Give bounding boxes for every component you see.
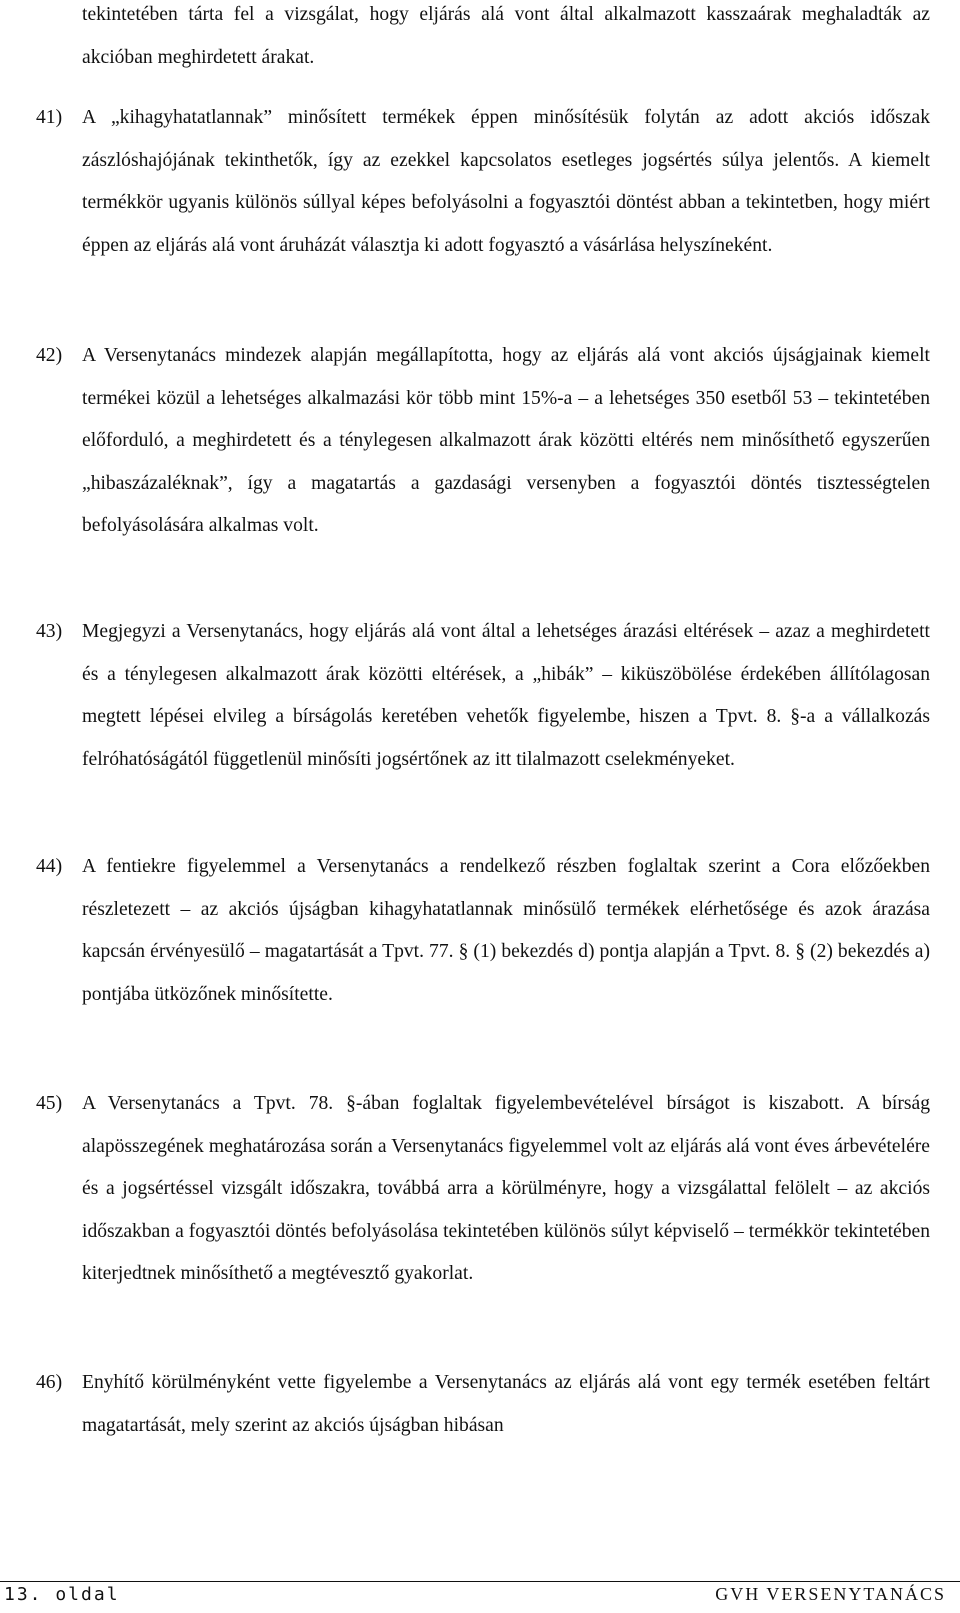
paragraph-number: 42) bbox=[36, 345, 63, 366]
paragraph-number: 46) bbox=[36, 1372, 63, 1393]
paragraph-text: Megjegyzi a Versenytanács, hogy eljárás alá vont által a lehetséges árazási eltérések – azaz a meghirdetett és a ténylegesen alkalmazott árak közötti eltérések, a „hibák” – kiküszöbölése érdekében állítólagosan megtett lépései elvileg a bírságolás keretében vehetők figyelembe, hiszen a Tpvt. 8. §-a a vállalkozás felróhatóságától függetlenül minősíti jogsértőnek az itt tilalmazott cselekményeket. bbox=[82, 621, 930, 770]
page-number: 13. oldal bbox=[4, 1584, 120, 1605]
paragraph-text: Enyhítő körülményként vette figyelembe a Versenytanács az eljárás alá vont egy termék esetében feltárt magatartását, mely szerint az akciós újságban hibásan bbox=[82, 1372, 930, 1436]
paragraph-text: A fentiekre figyelemmel a Versenytanács a rendelkező részben foglaltak szerint a Cora előzőekben részletezett – az akciós újságban kihagyhatatlannak minősülő termékek elérhetősége és azok árazása kapcsán érvényesülő – magatartását a Tpvt. 77. § (1) bekezdés d) pontja alapján a Tpvt. 8. § (2) bekezdés a) pontjába ütközőnek minősítette. bbox=[82, 856, 930, 1005]
continuation-paragraph: tekintetében tárta fel a vizsgálat, hogy eljárás alá vont által alkalmazott kasszaárak meghaladták az akcióban meghirdetett árakat. bbox=[82, 4, 930, 68]
paragraph-45 bbox=[36, 1083, 930, 1296]
paragraph-number: 43) bbox=[36, 621, 63, 642]
paragraph-43 bbox=[36, 611, 930, 781]
paragraph-41 bbox=[36, 97, 930, 267]
paragraph-text: A Versenytanács mindezek alapján megállapította, hogy az eljárás alá vont akciós újságjainak kiemelt termékei közül a lehetséges alkalmazási kör több mint 15%-a – a lehetséges 350 esetből 53 – tekintetében előforduló, a meghirdetett és a ténylegesen alkalmazott árak közötti eltérés nem minősíthető egyszerűen „hibaszázaléknak”, így a magatartás a gazdasági versenyben a fogyasztói döntés tisztességtelen befolyásolására alkalmas volt. bbox=[82, 345, 930, 537]
paragraph-42 bbox=[36, 335, 930, 548]
footer-divider bbox=[0, 1581, 960, 1582]
paragraph-number: 45) bbox=[36, 1093, 63, 1114]
footer-organization: GVH VERSENYTANÁCS bbox=[715, 1584, 946, 1604]
paragraph-46 bbox=[36, 1362, 930, 1447]
paragraph-text: A Versenytanács a Tpvt. 78. §-ában foglaltak figyelembevételével bírságot is kiszabott. A bírság alapösszegének meghatározása során a Versenytanács figyelemmel volt az eljárás alá vont éves árbevételére és a jogsértéssel vizsgált időszakra, továbbá arra a körülményre, hogy a vizsgálattal felölelt – az akciós időszakban a fogyasztói döntés befolyásolása tekintetében különös súlyt képviselő – termékkör tekintetében kiterjedtnek minősíthető a megtévesztő gyakorlat. bbox=[82, 1093, 930, 1285]
paragraph-number: 44) bbox=[36, 856, 63, 877]
paragraph-text: A „kihagyhatatlannak” minősített termékek éppen minősítésük folytán az adott akciós időszak zászlóshajójának tekinthetők, így az ezekkel kapcsolatos esetleges jogsértés súlya jelentős. A kiemelt termékkör ugyanis különös súllyal képes befolyásolni a fogyasztói döntést abban a tekintetben, hogy miért éppen az eljárás alá vont áruházát választja ki adott fogyasztó a vásárlása helyszíneként. bbox=[82, 107, 930, 256]
paragraph-number: 41) bbox=[36, 107, 63, 128]
paragraph-44 bbox=[36, 846, 930, 1016]
